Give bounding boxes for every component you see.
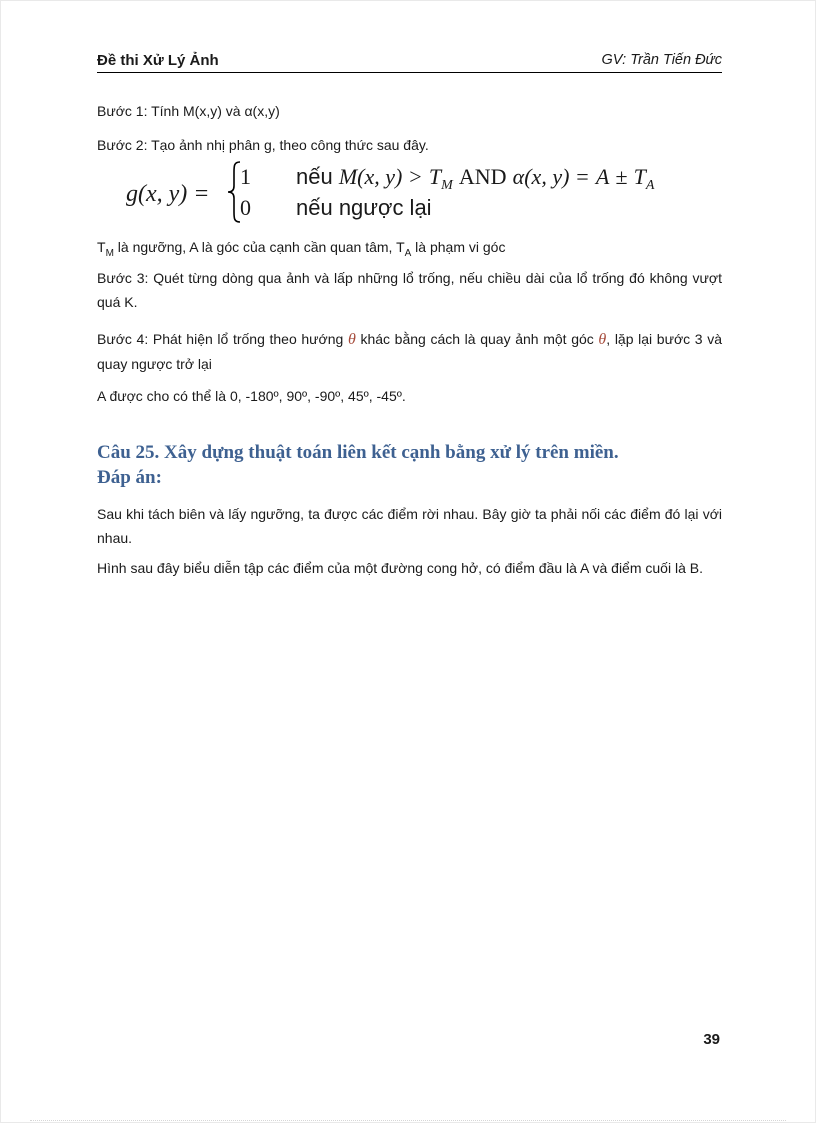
case-1-args: (x, y) > [357,164,423,189]
step-2: Bước 2: Tạo ảnh nhị phân g, theo công thức sau đây. [97,137,429,153]
theta-symbol: θ [347,331,356,348]
tm-subscript: M [105,248,114,259]
section-title: Câu 25. Xây dựng thuật toán liên kết cạnh bằng xử lý trên miền. [97,442,619,463]
step-4-part-3: , lặp lại bước 3 và quay ngược trở lại [97,331,722,372]
definition-part-1: là ngưỡng, A là góc của cạnh cần quan tâm, [113,239,397,255]
step-3: Bước 3: Quét từng dòng qua ảnh và lấp những lổ trống, nếu chiều dài của lổ trống đó không vượt quá K. [97,270,722,310]
ta-subscript: A [404,248,412,259]
case-1-and: AND [458,164,507,189]
case-1-A: A [595,164,610,189]
case-1-condition [296,164,654,194]
answer-label: Đáp án: [97,467,162,488]
answer-paragraph-2: Hình sau đây biểu diễn tập các điểm của một đường cong hở, có điểm đầu là A và điểm cuối là B. [97,560,703,576]
answer-paragraph-1: Sau khi tách biên và lấy ngưỡng, ta được các điểm rời nhau. Bây giờ ta phải nối các điểm đó lại với nhau. [97,506,722,546]
angle-values: A được cho có thể là 0, -180º, 90º, -90º, 45º, -45º. [97,388,406,404]
case-1-T-sub: M [441,178,453,193]
formula-lhs: g(x, y) = [126,181,210,207]
case-1-value: 1 [240,164,251,189]
header-title: Đề thi Xử Lý Ảnh [97,52,219,69]
case-1-pm: ± [615,164,628,189]
step-1: Bước 1: Tính M(x,y) và α(x,y) [97,103,280,119]
step-4-part-2: khác bằng cách là quay ảnh một góc [355,331,599,347]
page-bottom-edge [30,1120,786,1121]
definition-part-2: là phạm vi góc [411,239,506,255]
case-1-T: T [428,164,442,189]
threshold-definition [97,235,722,266]
case-1-M: M [338,164,358,189]
case-1-alpha: α [512,164,525,189]
step-4-part-1: Bước 4: Phát hiện lổ trống theo hướng [97,331,348,347]
case-1-word: nếu [296,164,333,189]
header-author: GV: Trần Tiến Đức [601,52,722,68]
tm-symbol: T [97,239,106,255]
case-2-value: 0 [240,195,251,220]
binary-image-formula [126,160,696,230]
case-1-args2: (x, y) = [524,164,590,189]
ta-symbol: T [396,239,405,255]
case-1-TA: T [633,164,646,189]
page-number: 39 [703,1031,720,1048]
theta-symbol: θ [598,331,607,348]
case-1-TA-sub: A [645,178,655,193]
page-header [97,50,722,73]
step-4 [97,327,722,376]
case-2-condition: nếu ngược lại [296,195,432,220]
